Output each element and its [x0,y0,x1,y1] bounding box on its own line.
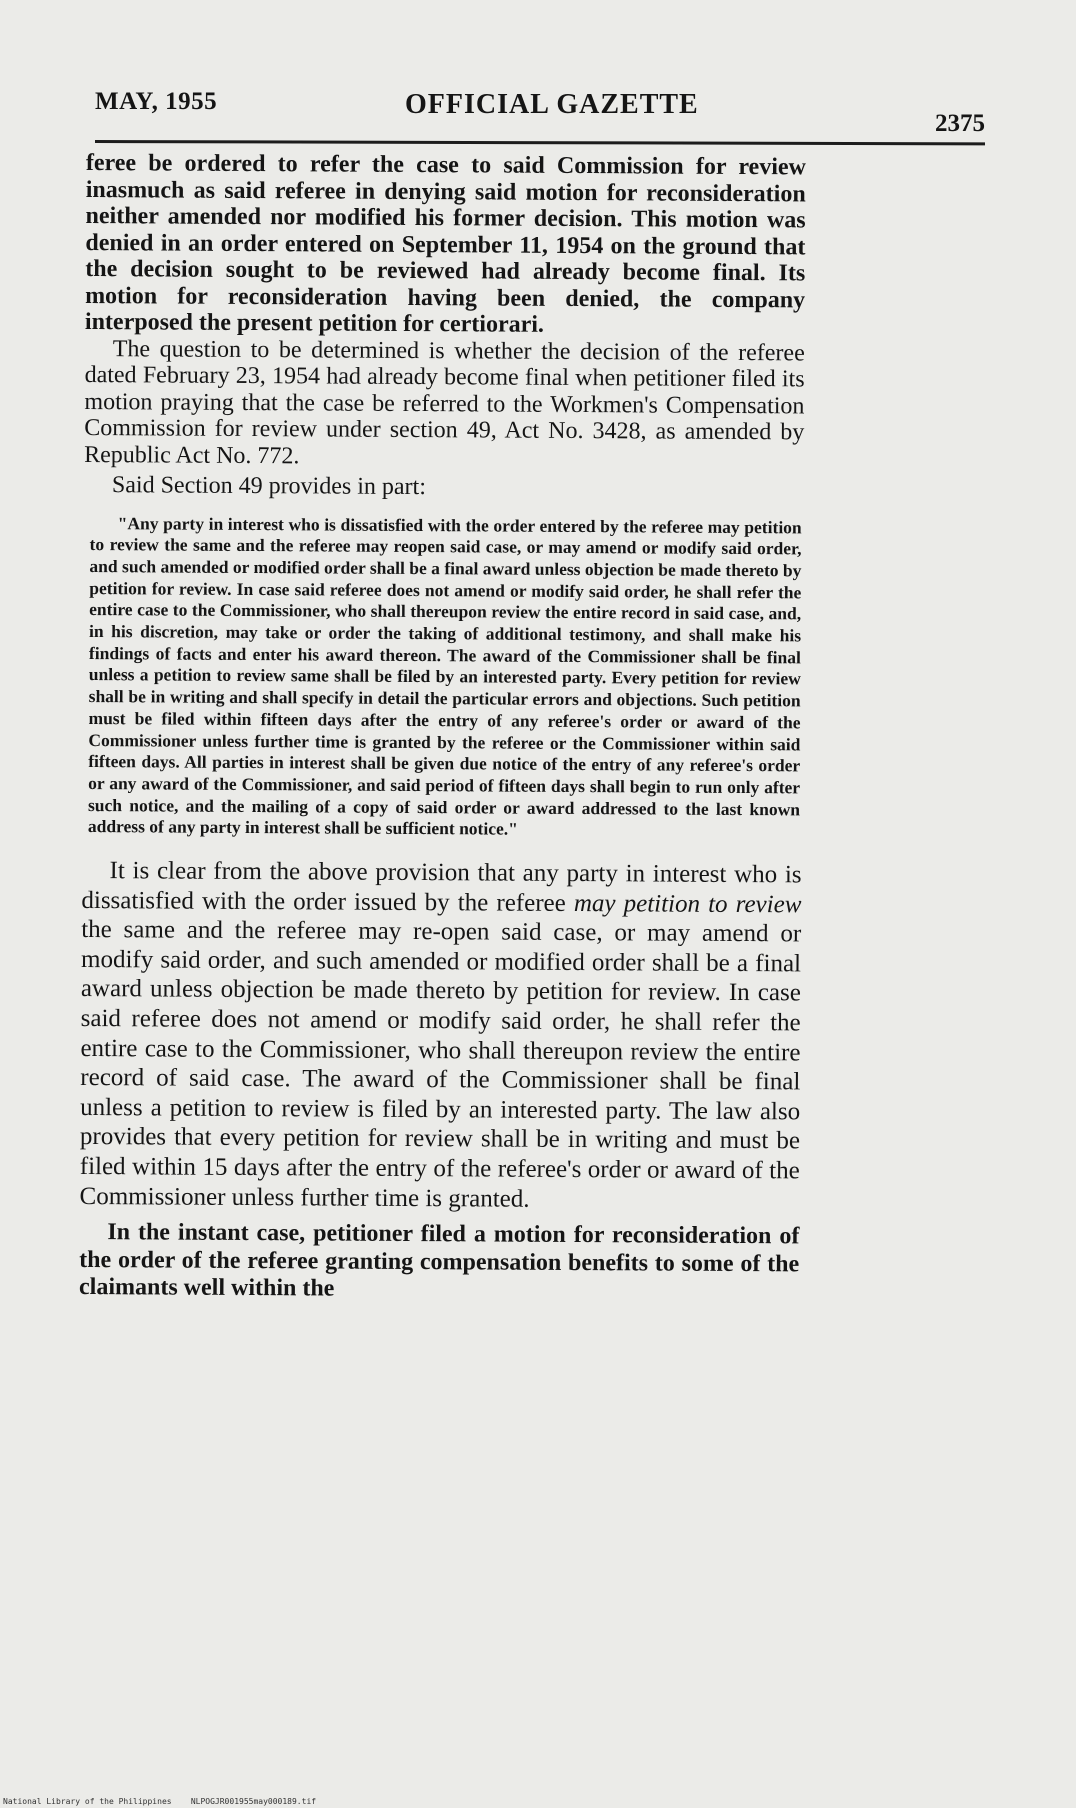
header-date: MAY, 1955 [95,88,218,115]
body-text [79,150,806,1306]
page-header [95,88,985,138]
scan-footer [3,1797,316,1806]
paragraph-5: In the instant case, petitioner filed a motion for reconsideration of the order of the referee granting compensation benefits to some of the claimants well within the [78,1219,800,1302]
footer-file: NLPOGJR001955may000189.tif [190,1797,317,1806]
header-title: OFFICIAL GAZETTE [405,89,699,120]
paragraph-4 [80,856,802,1216]
quoted-section: "Any party in interest who is dissatisfied with the order entered by the referee may petition to review the same and the referee may reopen said case, or may amend or modify said order, and such amended or modified order shall be a final award unless objection be made thereto by petition for review. In case said referee does not amend or modify said order, he shall refer the entire case to the Commissioner, who shall thereupon review the entire record in said case, and, in his discretion, may take or order the taking of additional testimony, and shall make his findings of facts and enter his award thereon. The award of the Commissioner shall be final unless a petition to review same shall be filed by an interested party. Every petition for review shall be in writing and shall specify in detail the particular errors and objections. Such petition must be filed within fifteen days after the entry of any referee's order or award of the Commissioner unless further time is granted by the referee or the Commissioner within said fifteen days. All parties in interest shall be given due notice of the entry of any referee's order or any award of the Commissioner, and said period of fifteen days shall begin to run only after such notice, and the mailing of a copy of said order or award addressed to the last known address of any party in interest shall be sufficient notice." [87,512,802,839]
paragraph-1: feree be ordered to refer the case to said Commission for review inasmuch as said referee in denying said motion for reconsideration neither amended nor modified his former decision. This motion was denied in an order entered on September 11, 1954 on the ground that the decision sought to be reviewed had already become final. Its motion for reconsideration having been denied, the company interposed the present petition for certiorari. [84,150,806,338]
paragraph-2: The question to be determined is whether the decision of the referee dated February 23, 1954 had already become final when petitioner filed its motion praying that the case be referred to the Workmen's Compensation Commission for review under section 49, Act No. 3428, as amended by Republic Act No. 772. [84,335,805,469]
paragraph-3: Said Section 49 provides in part: [111,472,426,501]
footer-source: National Library of the Philippines [3,1797,172,1806]
paragraph-4-part-1: It is clear from the above provision that any party in interest who is dissatisfied with the order issued by the referee [81,857,802,917]
header-rule [95,140,985,145]
paragraph-4-italic: may petition to review [573,889,802,919]
page-number: 2375 [935,110,985,137]
paragraph-4-part-2: the same and the referee may re-open said case, or may amend or modify said order, and such amended or modified order shall be a final award unless objection be made thereto by petition for review. In case said referee does not amend or modify said order, he shall refer the entire case to the Commissioner, who shall thereupon review the entire record of said case. The award of the Commissioner shall be final unless a petition to review is filed by an interested party. The law also provides that every petition for review shall be in writing and must be filed within 15 days after the entry of the referee's order or award of the Commissioner unless further time is granted. [79,916,802,1213]
